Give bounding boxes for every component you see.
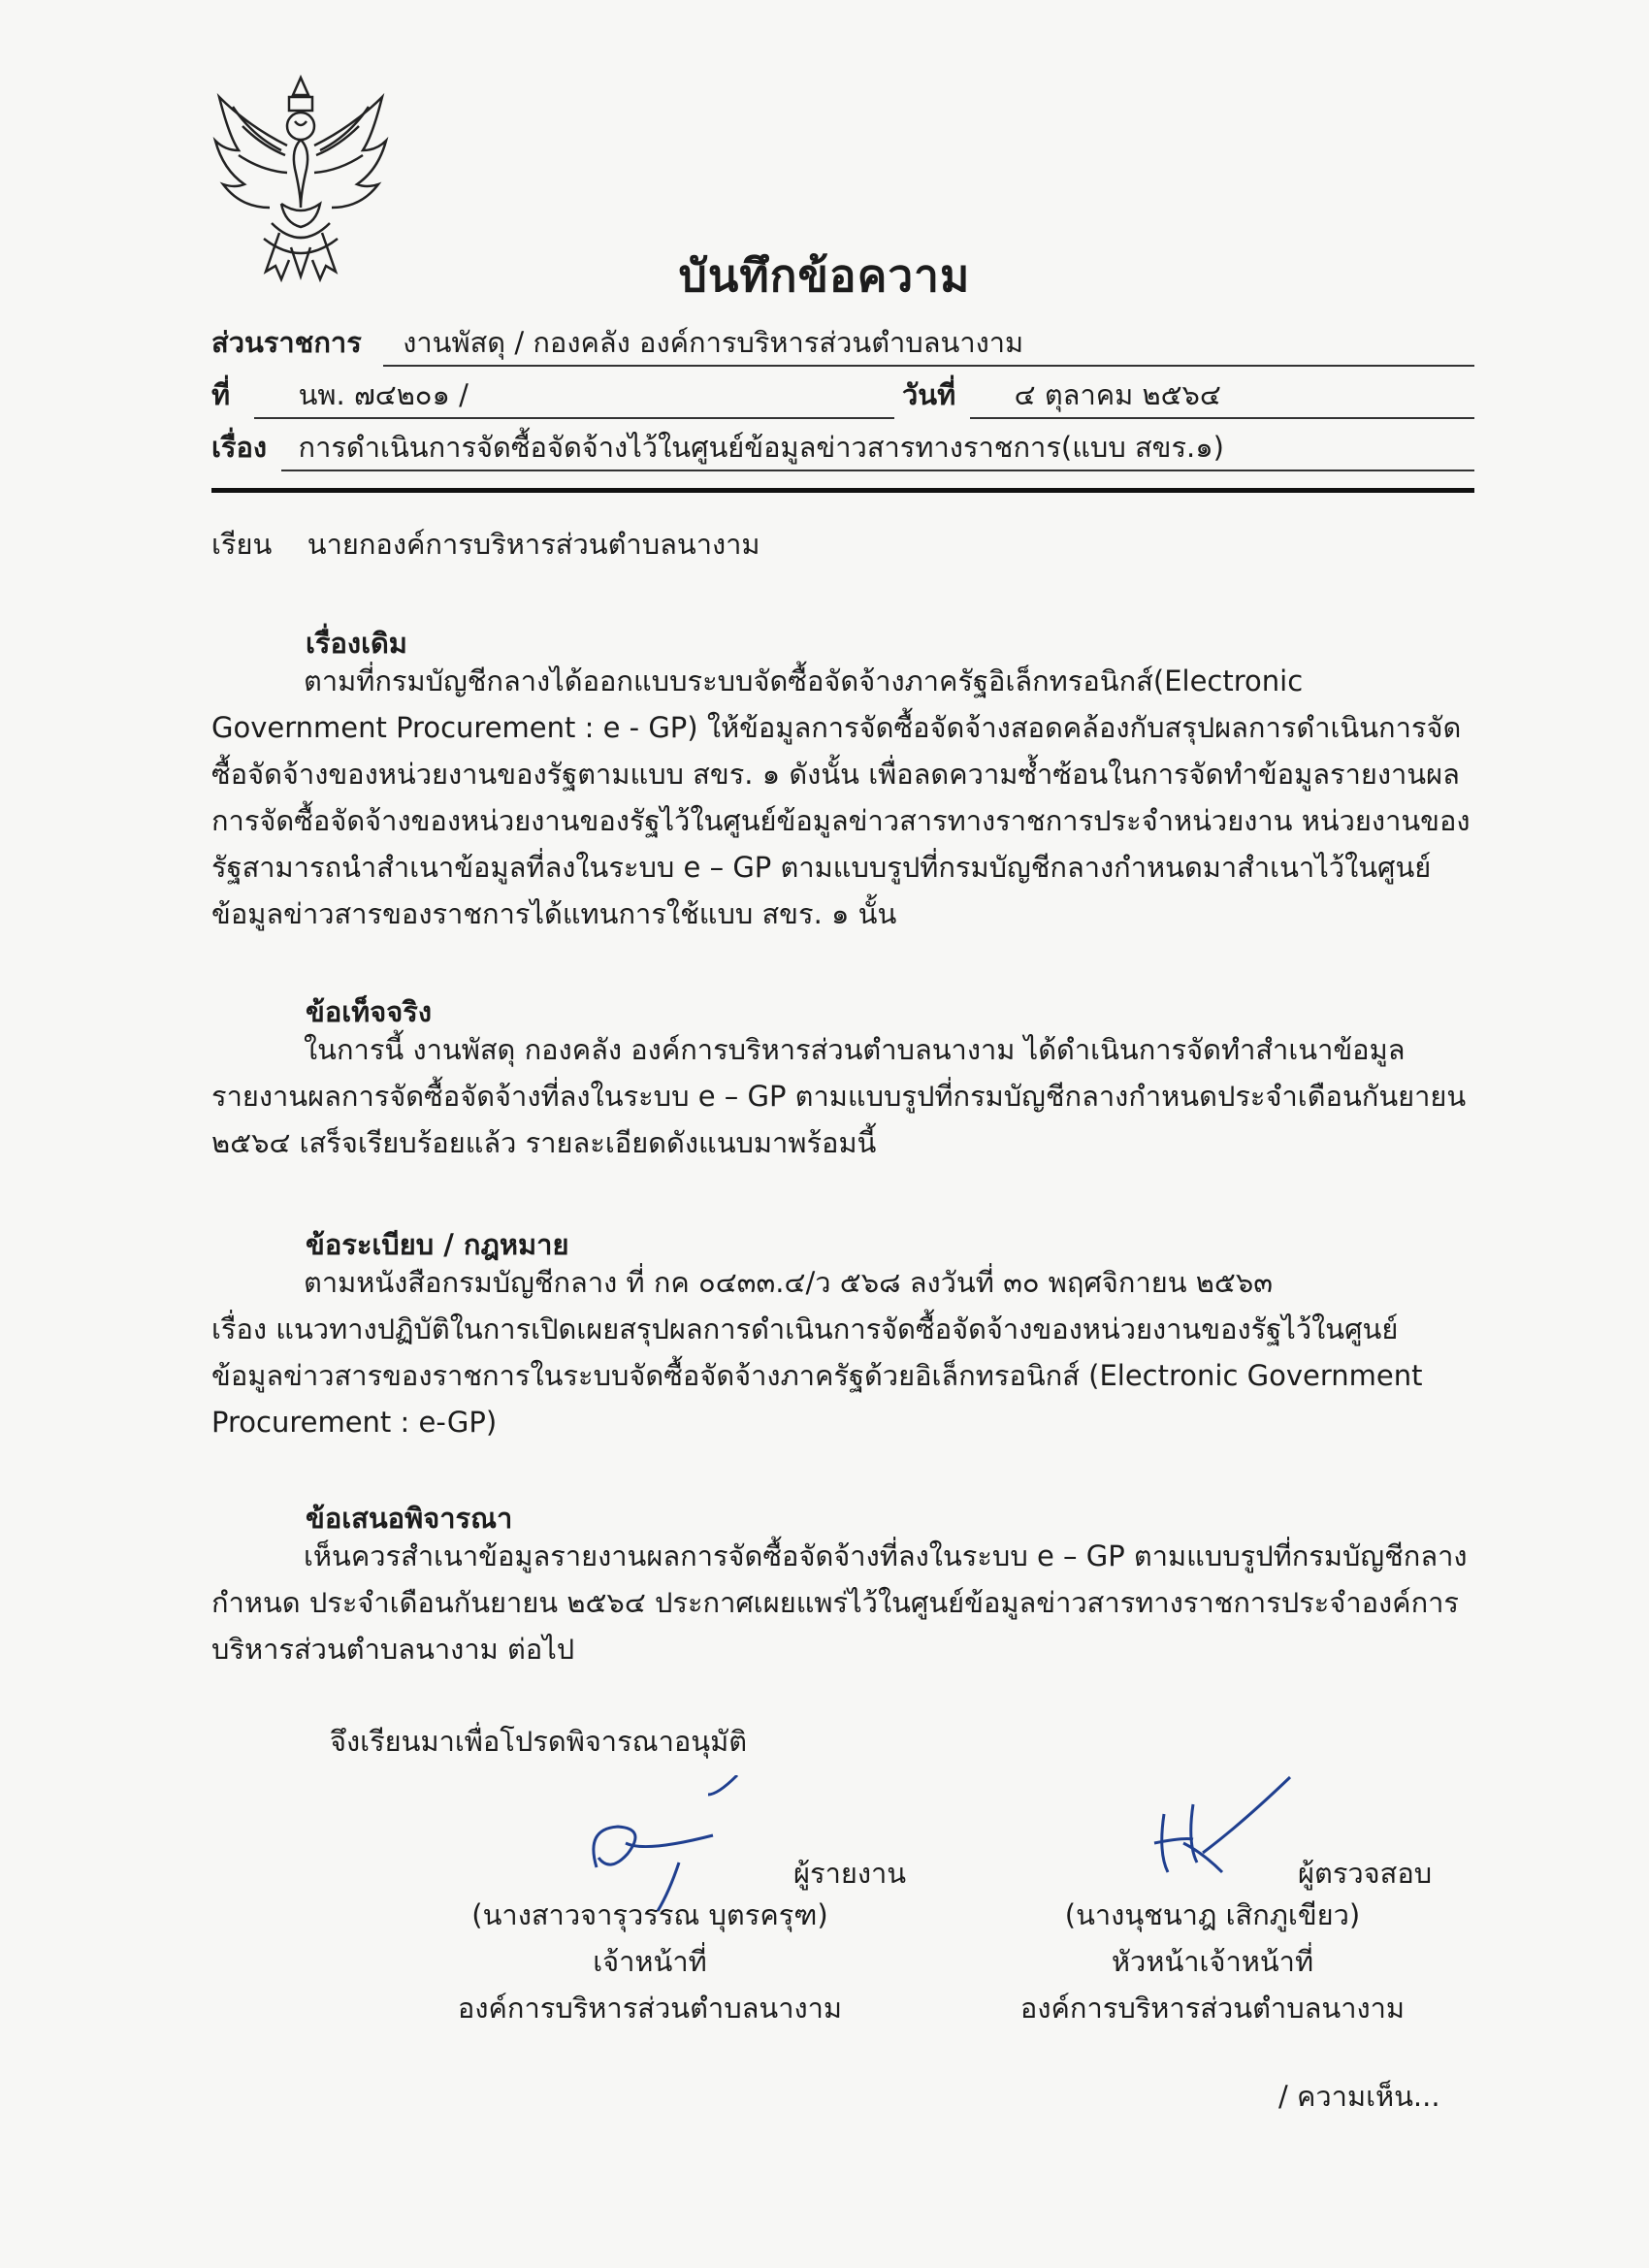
department-value: งานพัสดุ / กองคลัง องค์การบริหารส่วนตำบลนางาม	[403, 326, 1024, 359]
reporter-name: (นางสาวจารุวรรณ บุตรครุฑ)	[471, 1898, 828, 1931]
subject-underline	[281, 470, 1474, 471]
number-value: นพ. ๗๔๒๐๑ /	[298, 378, 469, 411]
reporter-organization: องค์การบริหารส่วนตำบลนางาม	[457, 1992, 843, 2025]
reviewer-name: (นางนุชนาฎ เสิกภูเขียว)	[1064, 1898, 1361, 1931]
section-heading-facts: ข้อเท็จจริง	[306, 995, 432, 1028]
reviewer-signature	[1135, 1775, 1310, 1892]
section-text-regulations-1: ตามหนังสือกรมบัญชีกลาง ที่ กค ๐๔๓๓.๔/ว ๕๖๘ ลงวันที่ ๓๐ พฤศจิกายน ๒๕๖๓	[304, 1266, 1274, 1299]
salutation-label: เรียน	[211, 528, 273, 561]
header-divider	[211, 488, 1474, 493]
subject-label: เรื่อง	[211, 431, 268, 464]
date-underline	[970, 417, 1474, 419]
date-value: ๔ ตุลาคม ๒๕๖๔	[1014, 378, 1221, 411]
subject-row	[211, 425, 1224, 470]
footer-continuation-note: / ความเห็น...	[1278, 2080, 1440, 2113]
number-row	[211, 373, 469, 417]
reporter-block	[407, 1892, 892, 2031]
section-heading-regulations: ข้อระเบียบ / กฎหมาย	[306, 1228, 569, 1261]
reporter-role-label: ผู้รายงาน	[793, 1857, 907, 1890]
section-heading-background: เรื่องเดิม	[306, 627, 407, 660]
closing-line: จึงเรียนมาเพื่อโปรดพิจารณาอนุมัติ	[330, 1725, 748, 1758]
date-label: วันที่	[902, 378, 956, 411]
section-text-background: ตามที่กรมบัญชีกลางได้ออกแบบระบบจัดซื้อจัดจ้างภาครัฐอิเล็กทรอนิกส์(Electronic Government Procurement : e - GP) ให้ข้อมูลการจัดซื้อจัดจ้างสอดคล้องกับสรุปผลการดำเนินการจัดซื้อจัดจ้างของหน่วยงานของรัฐตามแบบ สขร. ๑ ดังนั้น เพื่อลดความซ้ำซ้อนในการจัดทำข้อมูลรายงานผลการจัดซื้อจัดจ้างของหน่วยงานของรัฐไว้ในศูนย์ข้อมูลข่าวสารทางราชการประจำหน่วยงาน หน่วยงานของรัฐสามารถนำสำเนาข้อมูลที่ลงในระบบ e – GP ตามแบบรูปที่กรมบัญชีกลางกำหนดมาสำเนาไว้ในศูนย์ข้อมูลข่าวสารของราชการได้แทนการใช้แบบ สขร. ๑ นั้น	[211, 664, 1471, 930]
salutation	[211, 522, 760, 567]
section-text-regulations-2: เรื่อง แนวทางปฏิบัติในการเปิดเผยสรุปผลการดำเนินการจัดซื้อจัดจ้างของหน่วยงานของรัฐไว้ในศูนย์ข้อมูลข่าวสารของราชการในระบบจัดซื้อจัดจ้างภาครัฐด้วยอิเล็กทรอนิกส์ (Electronic Government Procurement : e-GP)	[211, 1312, 1423, 1439]
reporter-position: เจ้าหน้าที่	[593, 1945, 707, 1978]
department-label: ส่วนราชการ	[211, 326, 362, 359]
section-text-proposal: เห็นควรสำเนาข้อมูลรายงานผลการจัดซื้อจัดจ้างที่ลงในระบบ e – GP ตามแบบรูปที่กรมบัญชีกลางกำหนด ประจำเดือนกันยายน ๒๕๖๔ ประกาศเผยแพร่ไว้ในศูนย์ข้อมูลข่าวสารทางราชการประจำองค์การบริหารส่วนตำบลนางาม ต่อไป	[211, 1539, 1468, 1666]
reviewer-block	[1009, 1892, 1416, 2031]
reviewer-organization: องค์การบริหารส่วนตำบลนางาม	[1019, 1992, 1406, 2025]
date-row	[902, 373, 1221, 417]
number-label: ที่	[211, 378, 231, 411]
section-text-facts: ในการนี้ งานพัสดุ กองคลัง องค์การบริหารส่วนตำบลนางาม ได้ดำเนินการจัดทำสำเนาข้อมูลรายงานผลการจัดซื้อจัดจ้างที่ลงในระบบ e – GP ตามแบบรูปที่กรมบัญชีกลางกำหนดประจำเดือนกันยายน ๒๕๖๔ เสร็จเรียบร้อยแล้ว รายละเอียดดังแนบมาพร้อมนี้	[211, 1033, 1467, 1159]
salutation-value: นายกองค์การบริหารส่วนตำบลนางาม	[307, 528, 760, 561]
number-underline	[254, 417, 894, 419]
department-row	[211, 320, 1023, 365]
document-title: บันทึกข้อความ	[678, 249, 971, 302]
reviewer-position: หัวหน้าเจ้าหน้าที่	[1111, 1945, 1314, 1978]
department-underline	[383, 365, 1474, 367]
reviewer-role-label: ผู้ตรวจสอบ	[1298, 1857, 1433, 1890]
section-heading-proposal: ข้อเสนอพิจารณา	[306, 1502, 513, 1535]
subject-value: การดำเนินการจัดซื้อจัดจ้างไว้ในศูนย์ข้อมูลข่าวสารทางราชการ(แบบ สขร.๑)	[298, 431, 1224, 464]
